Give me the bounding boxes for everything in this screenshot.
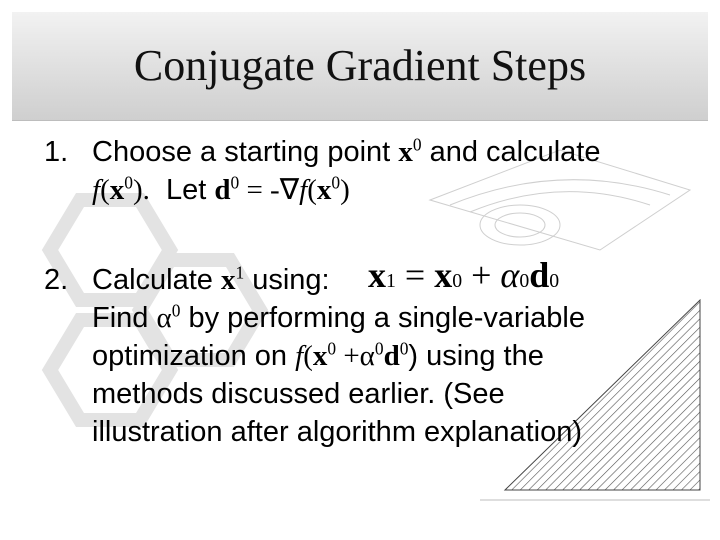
step-1-line-2: $f(x^0)$. Let $d^0 = -\nabla f(x^0)$ — [92, 172, 350, 206]
step-2-number: 2. — [44, 264, 69, 296]
step-1-line-1: Choose a starting point $x^0$ and calculate — [92, 134, 601, 168]
step-2-line-4: methods discussed earlier. (See — [92, 378, 505, 410]
slide-title: Conjugate Gradient Steps — [133, 41, 587, 90]
step-2-line-2: Find $\alpha^0$ by performing a single-variable — [92, 300, 585, 334]
update-equation: $x^1 = x^0 + \alpha^0d^0$ — [368, 255, 560, 295]
step-1-number: 1. — [44, 136, 69, 168]
step-2-line-3: optimization on $f(x^0 +\alpha^0d^0)$ using the — [92, 338, 544, 372]
step-2-line-1: Calculate $x^1$ using: — [92, 262, 330, 296]
step-2-line-5: illustration after algorithm explanation) — [92, 416, 583, 448]
